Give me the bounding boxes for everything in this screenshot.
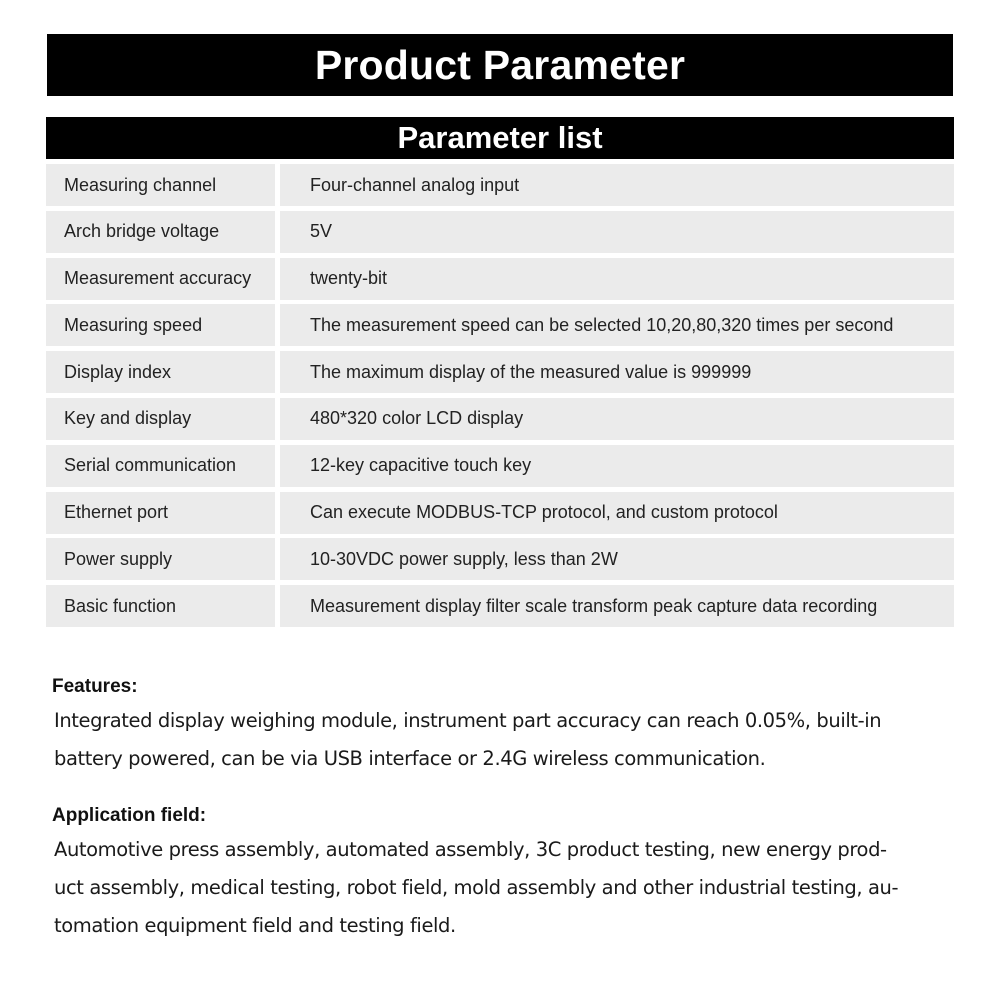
table-row bbox=[46, 211, 954, 253]
table-row bbox=[46, 398, 954, 440]
application-heading: Application field: bbox=[52, 805, 207, 826]
parameter-name: Key and display bbox=[46, 398, 275, 440]
application-text bbox=[54, 831, 952, 945]
table-row bbox=[46, 445, 954, 487]
application-line: Automotive press assembly, automated assembly, 3C product testing, new energy prod- bbox=[54, 838, 887, 861]
table-row bbox=[46, 258, 954, 300]
application-section bbox=[52, 803, 952, 945]
parameter-name: Serial communication bbox=[46, 445, 275, 487]
table-row bbox=[46, 492, 954, 534]
parameter-value: 12-key capacitive touch key bbox=[280, 445, 954, 487]
parameter-value: Four-channel analog input bbox=[280, 164, 954, 206]
parameter-name: Measuring speed bbox=[46, 304, 275, 346]
parameter-name: Ethernet port bbox=[46, 492, 275, 534]
page-title: Product Parameter bbox=[47, 34, 953, 96]
parameter-name: Power supply bbox=[46, 538, 275, 580]
table-row bbox=[46, 538, 954, 580]
parameter-value: Measurement display filter scale transform peak capture data recording bbox=[280, 585, 954, 627]
table-row bbox=[46, 164, 954, 206]
table-row bbox=[46, 351, 954, 393]
parameter-value: The maximum display of the measured value is 999999 bbox=[280, 351, 954, 393]
parameter-value: 480*320 color LCD display bbox=[280, 398, 954, 440]
features-line: Integrated display weighing module, instrument part accuracy can reach 0.05%, built-in bbox=[54, 709, 882, 732]
features-text bbox=[54, 702, 952, 778]
parameter-value: 10-30VDC power supply, less than 2W bbox=[280, 538, 954, 580]
parameter-value: Can execute MODBUS-TCP protocol, and custom protocol bbox=[280, 492, 954, 534]
parameter-table bbox=[46, 164, 954, 632]
features-section bbox=[52, 674, 952, 778]
parameter-value: The measurement speed can be selected 10,20,80,320 times per second bbox=[280, 304, 954, 346]
parameter-name: Basic function bbox=[46, 585, 275, 627]
parameter-name: Measuring channel bbox=[46, 164, 275, 206]
parameter-name: Display index bbox=[46, 351, 275, 393]
features-heading: Features: bbox=[52, 676, 138, 697]
parameter-value: 5V bbox=[280, 211, 954, 253]
application-line: uct assembly, medical testing, robot field, mold assembly and other industrial testing, au- bbox=[54, 876, 899, 899]
features-line: battery powered, can be via USB interface or 2.4G wireless communication. bbox=[54, 747, 766, 770]
parameter-value: twenty-bit bbox=[280, 258, 954, 300]
parameter-name: Arch bridge voltage bbox=[46, 211, 275, 253]
application-line: tomation equipment field and testing field. bbox=[54, 914, 456, 937]
parameter-list-heading: Parameter list bbox=[46, 117, 954, 159]
table-row bbox=[46, 304, 954, 346]
table-row bbox=[46, 585, 954, 627]
parameter-name: Measurement accuracy bbox=[46, 258, 275, 300]
